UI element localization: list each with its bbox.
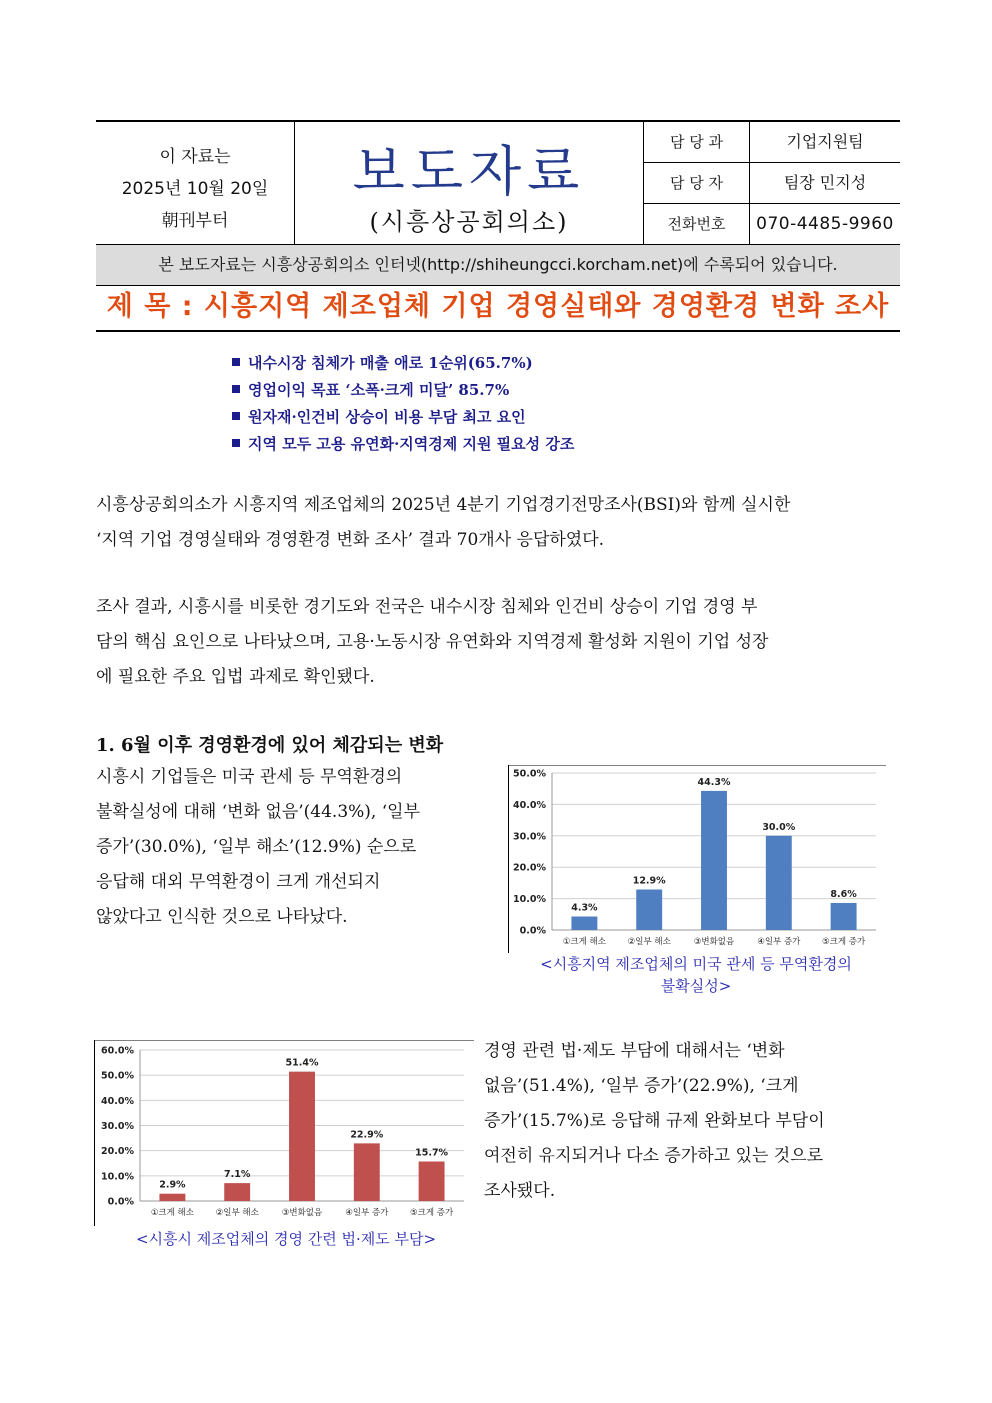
bar [159,1194,185,1201]
y-tick-label: 30.0% [513,831,546,843]
bar [571,916,597,930]
y-tick-label: 10.0% [101,1171,134,1183]
release-line-2: 2025년 10월 20일 [121,179,269,199]
paragraph-line: 응답해 대외 무역환경이 크게 개선되지 [96,872,381,892]
paragraph-line: 여전히 유지되거나 다소 증가하고 있는 것으로 [484,1146,824,1166]
paragraph-line: 시흥상공회의소가 시흥지역 제조업체의 2025년 4분기 기업경기전망조사(BSI)와 함께 실시한 [96,495,791,515]
paragraph-line: 증가’(30.0%), ‘일부 해소’(12.9%) 순으로 [96,837,417,857]
data-label: 8.6% [830,888,857,900]
paragraph-line: 않았다고 인식한 것으로 나타났다. [96,907,348,927]
person-row [644,163,900,204]
bar [224,1183,250,1201]
paragraph-line: 없음’(51.4%), ‘일부 증가’(22.9%), ‘크게 [484,1076,799,1096]
y-tick-label: 60.0% [101,1045,134,1057]
paragraph-line: 경영 관련 법·제도 부담에 대해서는 ‘변화 [484,1041,785,1061]
y-tick-label: 0.0% [519,925,546,937]
bullet-item: 지역 모두 고용 유연화·지역경제 지원 필요성 강조 [232,431,574,458]
regulation-burden-chart [94,1040,474,1226]
website-notice: 본 보도자료는 시흥상공회의소 인터넷(http://shiheungcci.korcham.net)에 수록되어 있습니다. [96,244,900,286]
square-bullet-icon [232,385,240,393]
y-tick-label: 0.0% [107,1196,134,1208]
x-tick-label: ⑤크게 증가 [822,937,866,947]
x-tick-label: ①크게 해소 [562,937,606,947]
bar [766,836,792,930]
paragraph-line: ‘지역 기업 경영실태와 경영환경 변화 조사’ 결과 70개사 응답하였다. [96,530,605,550]
chart1-caption [490,953,902,997]
x-tick-label: ③변화없음 [281,1208,323,1218]
x-tick-label: ④일부 증가 [345,1208,389,1218]
section1-text [96,760,420,935]
dept-row [644,122,900,163]
summary-bullets [232,350,574,458]
y-tick-label: 20.0% [101,1146,134,1158]
person-label: 담 당 자 [644,163,750,203]
phone-value: 070-4485-9960 [756,214,894,234]
y-tick-label: 30.0% [101,1121,134,1132]
y-tick-label: 10.0% [513,894,546,906]
square-bullet-icon [232,412,240,420]
paragraph-line: 에 필요한 주요 입법 과제로 확인됐다. [96,667,375,687]
data-label: 2.9% [159,1179,186,1191]
caption-line: <시흥지역 제조업체의 미국 관세 등 무역환경의 [540,955,852,973]
organization-name: (시흥상공회의소) [369,208,569,236]
y-tick-label: 20.0% [513,862,546,874]
bar [636,889,662,930]
release-date-cell [96,122,295,244]
y-tick-label: 50.0% [513,768,546,780]
release-line-3: 朝刊부터 [161,211,229,231]
data-label: 7.1% [224,1169,251,1181]
square-bullet-icon [232,358,240,366]
phone-row [644,204,900,244]
caption-line: 불확실성> [660,977,732,995]
data-label: 30.0% [762,821,796,833]
trade-uncertainty-chart [508,765,886,953]
dept-value: 기업지원팀 [786,132,864,151]
bar [354,1143,380,1201]
section-heading: 1. 6월 이후 경영환경에 있어 체감되는 변화 [96,735,444,756]
paragraph-line: 불확실성에 대해 ‘변화 없음’(44.3%), ‘일부 [96,802,420,822]
paragraph-line: 담의 핵심 요인으로 나타났으며, 고용·노동시장 유연화와 지역경제 활성화 지원이 기업 성장 [96,632,769,652]
bar [701,791,727,930]
x-tick-label: ②일부 해소 [627,937,671,947]
y-tick-label: 40.0% [101,1095,134,1107]
press-header [96,120,900,245]
dept-label: 담 당 과 [644,122,750,162]
title-cell [295,122,644,244]
paragraph-line: 조사됐다. [484,1181,556,1201]
subject-title: 제 목 : 시흥지역 제조업체 기업 경영실태와 경영환경 변화 조사 [96,286,900,332]
bullet-item: 내수시장 침체가 매출 애로 1순위(65.7%) [232,350,574,377]
phone-label: 전화번호 [644,204,750,244]
data-label: 4.3% [571,902,598,914]
release-line-1: 이 자료는 [159,147,231,167]
press-release-title: 보도자료 [352,140,586,203]
data-label: 22.9% [350,1129,384,1141]
x-tick-label: ②일부 해소 [215,1208,259,1218]
paragraph-line: 시흥시 기업들은 미국 관세 등 무역환경의 [96,767,403,787]
x-tick-label: ⑤크게 증가 [410,1208,454,1218]
result-paragraph [96,590,900,695]
data-label: 15.7% [415,1147,449,1159]
intro-paragraph [96,488,900,558]
paragraph-line: 조사 결과, 시흥시를 비롯한 경기도와 전국은 내수시장 침체와 인건비 상승이 기업 경영 부 [96,597,758,617]
x-tick-label: ①크게 해소 [150,1208,194,1218]
bar [419,1161,445,1201]
data-label: 12.9% [632,875,666,887]
paragraph-line: 증가’(15.7%)로 응답해 규제 완화보다 부담이 [484,1111,825,1131]
section2-text [484,1034,825,1209]
bullet-item: 영업이익 목표 ‘소폭·크게 미달’ 85.7% [232,377,574,404]
bullet-item: 원자재·인건비 상승이 비용 부담 최고 요인 [232,404,574,431]
y-tick-label: 40.0% [513,799,546,811]
square-bullet-icon [232,439,240,447]
bar [831,903,857,930]
data-label: 44.3% [697,776,731,788]
person-value: 팀장 민지성 [783,173,867,192]
y-tick-label: 50.0% [101,1070,134,1082]
x-tick-label: ③변화없음 [693,937,735,947]
bar [289,1072,315,1201]
chart2-caption: <시흥시 제조업체의 경영 간련 법·제도 부담> [135,1230,437,1248]
data-label: 51.4% [285,1057,319,1069]
x-tick-label: ④일부 증가 [757,937,801,947]
